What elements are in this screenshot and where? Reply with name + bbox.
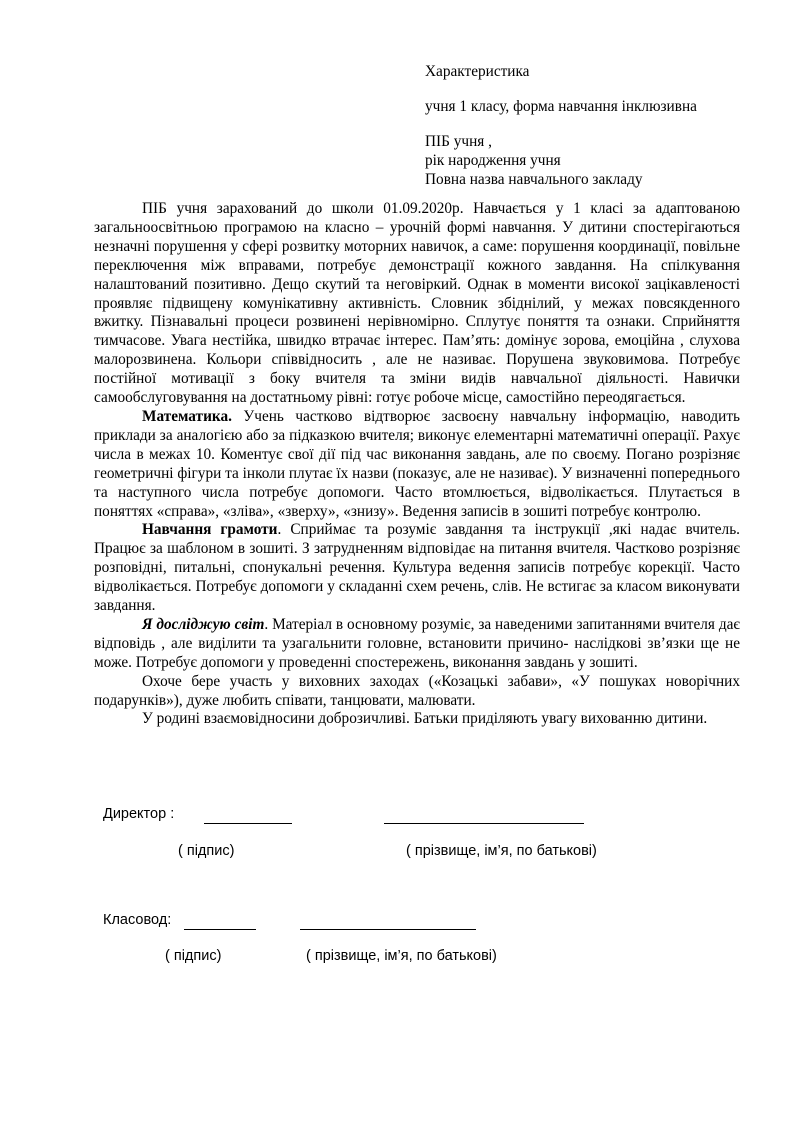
document-title: Характеристика	[425, 63, 530, 80]
director-label: Директор :	[103, 806, 175, 822]
world-paragraph	[94, 616, 740, 673]
math-heading: Математика.	[142, 407, 232, 425]
world-heading	[142, 616, 264, 633]
world-text: . Матеріал в основному розуміє, за наведеними запитаннями вчителя дає відповідь , але виділити та узагальнити головне, встановити причино- наслідкові зв’язки ще не може. Потребує допомоги у проведенні спостережень, виконання завдань у зошиті.	[94, 615, 740, 671]
literacy-paragraph	[94, 521, 740, 616]
teacher-sign-hint: ( підпис)	[165, 948, 222, 964]
literacy-text: . Сприймає та розуміє завдання та інструкції ,які надає вчитель. Працює за шаблоном в зошиті. З затрудненням відповідає на питання вчителя. Частково розрізняє розповідні, питальні, спонукальні речення. Культура ведення записів потребує корекції. Часто відволікається. Потребує допомоги у складанні схем речень, слів. Не встигає за класом виконувати завдання.	[94, 521, 740, 615]
literacy-heading: Навчання грамоти	[142, 521, 278, 539]
intro-paragraph: ПІБ учня зарахований до школи 01.09.2020р. Навчається у 1 класі за адаптованою загальноосвітньою програмою на класно – урочній формі навчання. У дитини спостерігаються незначні порушення у сфері розвитку моторних навичок, а саме: порушення координації, повільне переключення між вправами, потребує демонстрації кожного завдання. На спілкування налаштований позитивно. Дещо скутий та неговіркий. Однак в моменти високої зацікавленості проявляє підвищену комунікативну активність. Словник збіднілий, у межах повсякденного вжитку. Пізнавальні процеси розвинені нерівномірно. Сплутує поняття та ознаки. Сприйняття тимчасове. Увага нестійка, швидко втрачає інтерес. Пам’ять: домінує зорова, емоційна , слухова малорозвинена. Кольори співвідносить , але не називає. Порушена звуковимова. Потребує постійної мотивації з боку вчителя та зміни видів навчальної діяльності. Навички самообслуговування на достатньому рівні: готує робоче місце, самостійно переодягається.	[94, 200, 740, 407]
characteristic-body	[94, 200, 740, 729]
family-paragraph: У родині взаємовідносини доброзичливі. Батьки приділяють увагу вихованню дитини.	[142, 710, 708, 728]
document-header	[425, 62, 765, 189]
teacher-name-line	[300, 929, 476, 930]
director-sign-line	[204, 823, 292, 824]
director-name-hint: ( прізвище, ім’я, по батькові)	[406, 843, 597, 859]
student-name: ПІБ учня ,	[425, 133, 492, 150]
director-sign-hint: ( підпис)	[178, 843, 235, 859]
math-paragraph	[94, 408, 740, 521]
teacher-label: Класовод:	[103, 912, 172, 928]
teacher-sign-line	[184, 929, 256, 930]
world-heading-italic: Я досліджую світ	[142, 615, 265, 633]
student-class-form: учня 1 класу, форма навчання інклюзивна	[425, 98, 697, 115]
activities-paragraph: Охоче бере участь у виховних заходах («Козацькі забави», «У пошуках новорічних подарунків»), дуже любить співати, танцювати, малювати.	[94, 672, 740, 709]
school-name: Повна назва навчального закладу	[425, 171, 643, 188]
teacher-name-hint: ( прізвище, ім’я, по батькові)	[306, 948, 497, 964]
director-name-line	[384, 823, 584, 824]
math-text: Учень частково відтворює засвоєну навчальну інформацію, наводить приклади за аналогією або за підказкою вчителя; виконує елементарні математичні операції. Рахує числа в межах 10. Коментує свої дії під час виконання завдань, але по своєму. Погано розрізняє геометричні фігури та інколи плутає їх назви (показує, але не називає). У визначенні попереднього та наступного числа потребує допомоги. Часто втомлюється, відволікається. Плутається в поняттях «справа», «зліва», «зверху», «знизу». Ведення записів в зошиті потребує контролю.	[94, 407, 740, 520]
student-birth-year: рік народження учня	[425, 152, 561, 169]
